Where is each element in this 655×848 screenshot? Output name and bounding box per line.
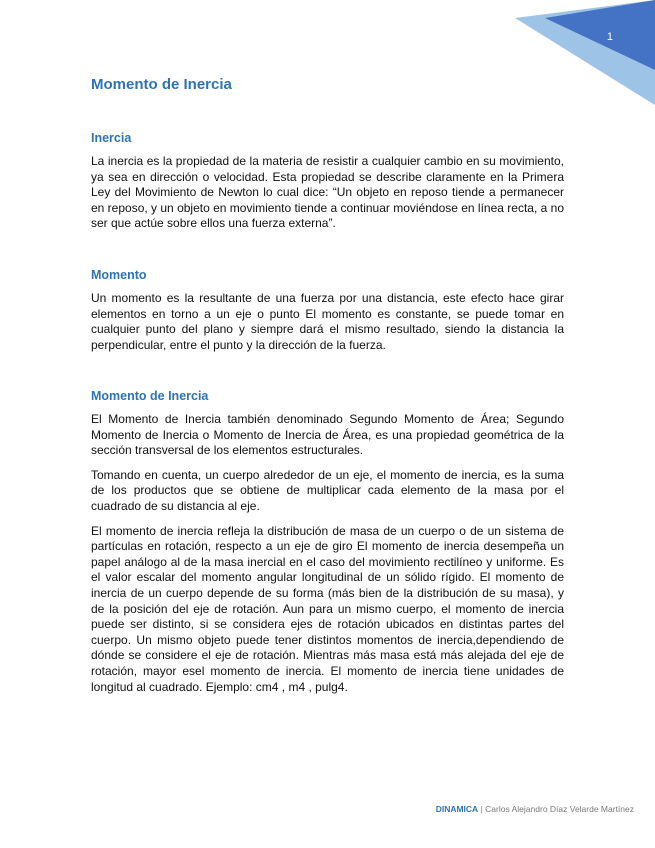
paragraph: Tomando en cuenta, un cuerpo alrededor de un eje, el momento de inercia, es la suma de los productos que se obtiene de multiplicar cada elemento de la masa por el cuadrado de su distancia al eje. [91, 467, 564, 513]
section-momento [91, 268, 564, 362]
section-heading: Inercia [91, 131, 132, 145]
page-title: Momento de Inercia [91, 76, 232, 93]
paragraph: El momento de inercia refleja la distribución de masa de un cuerpo o de un sistema de partículas en rotación, respecto a un eje de giro El momento de inercia desempeña un papel análogo al de la masa inercial en el caso del movimiento rectilíneo y uniforme. Es el valor escalar del momento angular longitudinal de un sólido rígido. El momento de inercia de un cuerpo depende de su forma (más bien de la distribución de su masa), y de la posición del eje de rotación. Aun para un mismo cuerpo, el momento de inercia puede ser distinto, si se considera ejes de rotación ubicados en distintas partes del cuerpo. Un mismo objeto puede tener distintos momentos de inercia,dependiendo de dónde se considere el eje de rotación. Mientras más masa está más alejada del eje de rotación, mayor esel momento de inercia. El momento de inercia tiene unidades de longitud al cuadrado. Ejemplo: cm4 , m4 , pulg4. [91, 523, 564, 694]
section-heading: Momento de Inercia [91, 389, 209, 403]
paragraph: La inercia es la propiedad de la materia de resistir a cualquier cambio en su movimiento, ya sea en dirección o velocidad. Esta propiedad se describe claramente en la Primera Ley del Movimiento de Newton lo cual dice: “Un objeto en reposo tiende a permanecer en reposo, y un objeto en movimiento tiende a continuar moviéndose en línea recta, a no ser que actúe sobre ellos una fuerza externa”. [91, 154, 564, 231]
paragraph: Un momento es la resultante de una fuerza por una distancia, este efecto hace girar elementos en torno a un eje o punto El momento es constante, se puede tomar en cualquier punto del plano y siempre dará el mismo resultado, siendo la distancia la perpendicular, entre el punto y la dirección de la fuerza. [91, 291, 564, 352]
paragraph: El Momento de Inercia también denominado Segundo Momento de Área; Segundo Momento de Inercia o Momento de Inercia de Área, es una propiedad geométrica de la sección transversal de los elementos estructurales. [91, 412, 564, 458]
section-heading: Momento [91, 268, 147, 282]
footer-brand: DINAMICA [435, 804, 479, 814]
page-number: 1 [606, 31, 613, 43]
footer-separator: | [480, 804, 483, 814]
corner-decoration [515, 0, 655, 105]
page-footer [436, 804, 634, 814]
section-momento-de-inercia [91, 389, 564, 704]
section-inercia [91, 131, 564, 241]
footer-author: Carlos Alejandro Díaz Velarde Martínez [485, 804, 634, 814]
